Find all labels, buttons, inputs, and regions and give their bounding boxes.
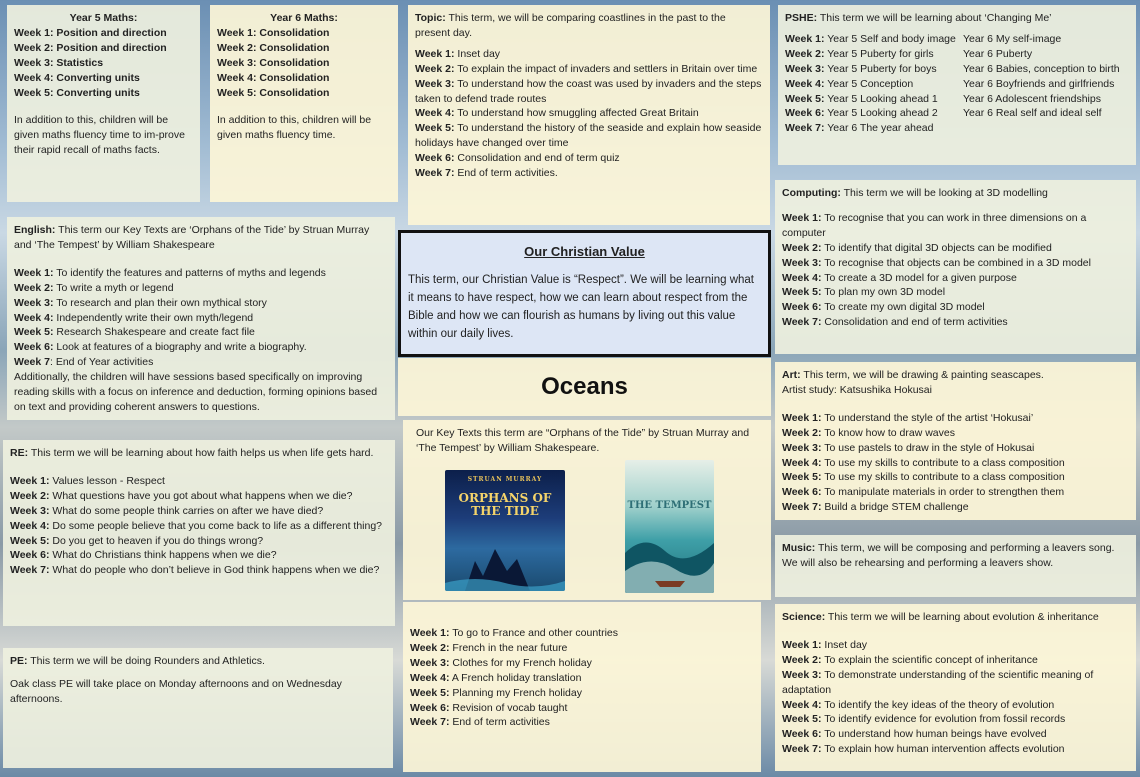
- computing-week-5: Week 5: To plan my own 3D model: [782, 286, 946, 299]
- re-week-3: Week 3: What do some people think carries on after we have died?: [10, 504, 324, 517]
- topic-label: Topic:: [415, 12, 446, 24]
- french-week-5: Week 5: Planning my French holiday: [410, 686, 582, 699]
- topic-week-6: Week 6: Consolidation and end of term quiz: [415, 152, 620, 165]
- re-week-2: Week 2: What questions have you got about what happens when we die?: [10, 489, 353, 502]
- french-week-6: Week 6: Revision of vocab taught: [410, 701, 568, 714]
- french-week-1: Week 1: To go to France and other countries: [410, 627, 618, 639]
- science-panel: [775, 604, 1136, 771]
- english-week-1: Week 1: To identify the features and patterns of myths and legends: [14, 266, 326, 279]
- science-label: Science:: [782, 611, 826, 623]
- y6-week-2: Week 2: Consolidation: [217, 41, 330, 54]
- pshe-week-7: Week 7: Year 6 The year ahead: [785, 122, 934, 135]
- science-intro: This term we will be learning about evolution & inheritance: [825, 611, 1099, 623]
- science-week-4: Week 4: To identify the key ideas of the theory of evolution: [782, 698, 1055, 711]
- the-tempest-cover: [625, 460, 714, 593]
- y5-week-5: Week 5: Converting units: [14, 86, 140, 99]
- computing-week-2: Week 2: To identify that digital 3D objects can be modified: [782, 241, 1052, 254]
- art-week-4: Week 4: To use my skills to contribute to a class composition: [782, 456, 1065, 469]
- pshe-week-1: Week 1: Year 5 Self and body image Year 6 My self-image: [785, 32, 1062, 45]
- english-week-7: Week 7: End of Year activities: [14, 356, 154, 369]
- re-week-6: Week 6: What do Christians think happens when we die?: [10, 549, 277, 562]
- pe-panel: [3, 648, 393, 768]
- topic-week-3: Week 3: To understand how the coast was used by invaders and the steps taken to defend trade routes: [415, 77, 762, 105]
- computing-week-1: Week 1: To recognise that you can work in three dimensions on a computer: [782, 211, 1087, 239]
- art-study: Artist study: Katsushika Hokusai: [782, 383, 932, 396]
- music-label: Music:: [782, 542, 816, 554]
- year5-maths-panel: [7, 5, 200, 202]
- music-text: This term, we will be composing and performing a leavers song. We will also be rehearsing and performing a leavers show.: [782, 542, 1115, 569]
- y5-week-3: Week 3: Statistics: [14, 56, 104, 69]
- art-week-5: Week 5: To use my skills to contribute to a class composition: [782, 471, 1065, 484]
- computing-week-4: Week 4: To create a 3D model for a given purpose: [782, 271, 1017, 284]
- pshe-week-3: Week 3: Year 5 Puberty for boys Year 6 Babies, conception to birth: [785, 62, 1120, 75]
- re-intro: This term we will be learning about how faith helps us when life gets hard.: [28, 447, 374, 459]
- english-week-6: Week 6: Look at features of a biography and write a biography.: [14, 341, 307, 354]
- art-week-2: Week 2: To know how to draw waves: [782, 426, 955, 439]
- computing-week-3: Week 3: To recognise that objects can be combined in a 3D model: [782, 256, 1091, 269]
- year5-maths-title: Year 5 Maths:: [69, 12, 138, 24]
- pshe-intro: This term we will be learning about ‘Changing Me’: [817, 12, 1052, 24]
- computing-intro: This term we will be looking at 3D modelling: [840, 187, 1048, 199]
- art-intro: This term, we will be drawing & painting seascapes.: [800, 369, 1044, 381]
- art-week-1: Week 1: To understand the style of the artist ‘Hokusai’: [782, 411, 1034, 424]
- book2-wave: [625, 523, 714, 593]
- art-label: Art:: [782, 369, 801, 381]
- science-week-5: Week 5: To identify evidence for evolution from fossil records: [782, 713, 1066, 726]
- key-texts-text: Our Key Texts this term are “Orphans of the Tide” by Struan Murray and ‘The Tempest’ by William Shakespeare.: [416, 427, 750, 454]
- year5-maths-note: In addition to this, children will be given maths fluency time to im-prove their rapid recall of maths facts.: [14, 114, 185, 157]
- year6-maths-panel: [210, 5, 398, 202]
- french-panel: [403, 602, 761, 772]
- english-panel: [7, 217, 395, 420]
- science-week-7: Week 7: To explain how human intervention affects evolution: [782, 743, 1065, 756]
- christian-value-title: Our Christian Value: [524, 244, 645, 259]
- year6-maths-title: Year 6 Maths:: [270, 12, 338, 24]
- art-week-6: Week 6: To manipulate materials in order to strengthen them: [782, 486, 1065, 499]
- y6-week-4: Week 4: Consolidation: [217, 71, 330, 84]
- re-label: RE:: [10, 447, 29, 459]
- music-panel: [775, 535, 1136, 597]
- y6-week-3: Week 3: Consolidation: [217, 56, 330, 69]
- pe-label: PE:: [10, 655, 28, 667]
- computing-label: Computing:: [782, 187, 841, 199]
- y5-week-1: Week 1: Position and direction: [14, 26, 167, 39]
- topic-panel: [408, 5, 770, 225]
- orphans-of-the-tide-cover: [445, 470, 565, 591]
- book1-title: ORPHANS OF THE TIDE: [458, 491, 552, 519]
- pshe-week-5: Week 5: Year 5 Looking ahead 1 Year 6 Adolescent friendships: [785, 92, 1101, 105]
- topic-intro: This term, we will be comparing coastlines in the past to the present day.: [415, 12, 726, 39]
- pshe-panel: [778, 5, 1136, 165]
- science-week-3: Week 3: To demonstrate understanding of the scientific meaning of adaptation: [782, 668, 1094, 696]
- christian-value-text: This term, our Christian Value is “Respect”. We will be learning what it means to have respect, how we can learn about respect from the Bible and how we can flourish as humans by living out this value within our daily lives.: [408, 274, 754, 340]
- y6-week-1: Week 1: Consolidation: [217, 26, 330, 39]
- pe-note: Oak class PE will take place on Monday afternoons and on Wednesday afternoons.: [10, 677, 342, 705]
- topic-week-2: Week 2: To explain the impact of invaders and settlers in Britain over time: [415, 62, 758, 75]
- english-week-5: Week 5: Research Shakespeare and create fact file: [14, 326, 255, 339]
- book1-illustration: [445, 541, 565, 591]
- art-week-3: Week 3: To use pastels to draw in the style of Hokusai: [782, 441, 1035, 454]
- re-week-7: Week 7: What do people who don’t believe in God think happens when we die?: [10, 564, 380, 577]
- english-intro: This term our Key Texts are ‘Orphans of the Tide’ by Struan Murray and ‘The Tempest’ by William Shakespeare: [14, 224, 370, 251]
- topic-week-1: Week 1: Inset day: [415, 47, 501, 60]
- computing-week-7: Week 7: Consolidation and end of term activities: [782, 316, 1008, 329]
- science-week-1: Week 1: Inset day: [782, 638, 868, 651]
- christian-value-panel: [398, 230, 771, 357]
- french-week-3: Week 3: Clothes for my French holiday: [410, 656, 592, 669]
- year6-maths-note: In addition to this, children will be given maths fluency time.: [217, 114, 372, 142]
- y6-week-5: Week 5: Consolidation: [217, 86, 330, 99]
- english-label: English:: [14, 224, 56, 236]
- french-week-2: Week 2: French in the near future: [410, 641, 568, 654]
- english-note: Additionally, the children will have sessions based specifically on improving reading skills with a focus on inference and deduction, forming opinions based on text and providing coherent answers to questions.: [14, 371, 378, 413]
- re-week-5: Week 5: Do you get to heaven if you do things wrong?: [10, 534, 264, 547]
- re-panel: [3, 440, 395, 626]
- topic-week-5: Week 5: To understand the history of the seaside and explain how seaside holidays have changed over time: [415, 122, 762, 150]
- english-week-4: Week 4: Independently write their own myth/legend: [14, 311, 254, 324]
- computing-panel: [775, 180, 1136, 354]
- pshe-label: PSHE:: [785, 12, 818, 24]
- english-week-2: Week 2: To write a myth or legend: [14, 281, 174, 294]
- re-week-1: Week 1: Values lesson - Respect: [10, 474, 165, 487]
- pe-intro: This term we will be doing Rounders and Athletics.: [27, 655, 265, 667]
- computing-week-6: Week 6: To create my own digital 3D model: [782, 301, 985, 314]
- french-week-4: Week 4: A French holiday translation: [410, 671, 582, 684]
- pshe-week-6: Week 6: Year 5 Looking ahead 2 Year 6 Real self and ideal self: [785, 107, 1102, 120]
- page-title: Oceans: [398, 358, 771, 416]
- book1-author: STRUAN MURRAY: [467, 476, 543, 483]
- french-week-7: Week 7: End of term activities: [410, 716, 550, 729]
- science-week-6: Week 6: To understand how human beings have evolved: [782, 728, 1047, 741]
- topic-week-4: Week 4: To understand how smuggling affected Great Britain: [415, 107, 699, 120]
- pshe-week-2: Week 2: Year 5 Puberty for girls Year 6 Puberty: [785, 47, 1033, 60]
- re-week-4: Week 4: Do some people believe that you come back to life as a different thing?: [10, 519, 383, 532]
- art-week-7: Week 7: Build a bridge STEM challenge: [782, 501, 969, 514]
- y5-week-2: Week 2: Position and direction: [14, 41, 167, 54]
- y5-week-4: Week 4: Converting units: [14, 71, 140, 84]
- book2-title: THE TEMPEST: [627, 500, 712, 511]
- art-panel: [775, 362, 1136, 520]
- topic-week-7: Week 7: End of term activities.: [415, 167, 558, 180]
- pshe-week-4: Week 4: Year 5 Conception Year 6 Boyfriends and girlfriends: [785, 77, 1115, 90]
- english-week-3: Week 3: To research and plan their own mythical story: [14, 296, 267, 309]
- science-week-2: Week 2: To explain the scientific concept of inheritance: [782, 653, 1038, 666]
